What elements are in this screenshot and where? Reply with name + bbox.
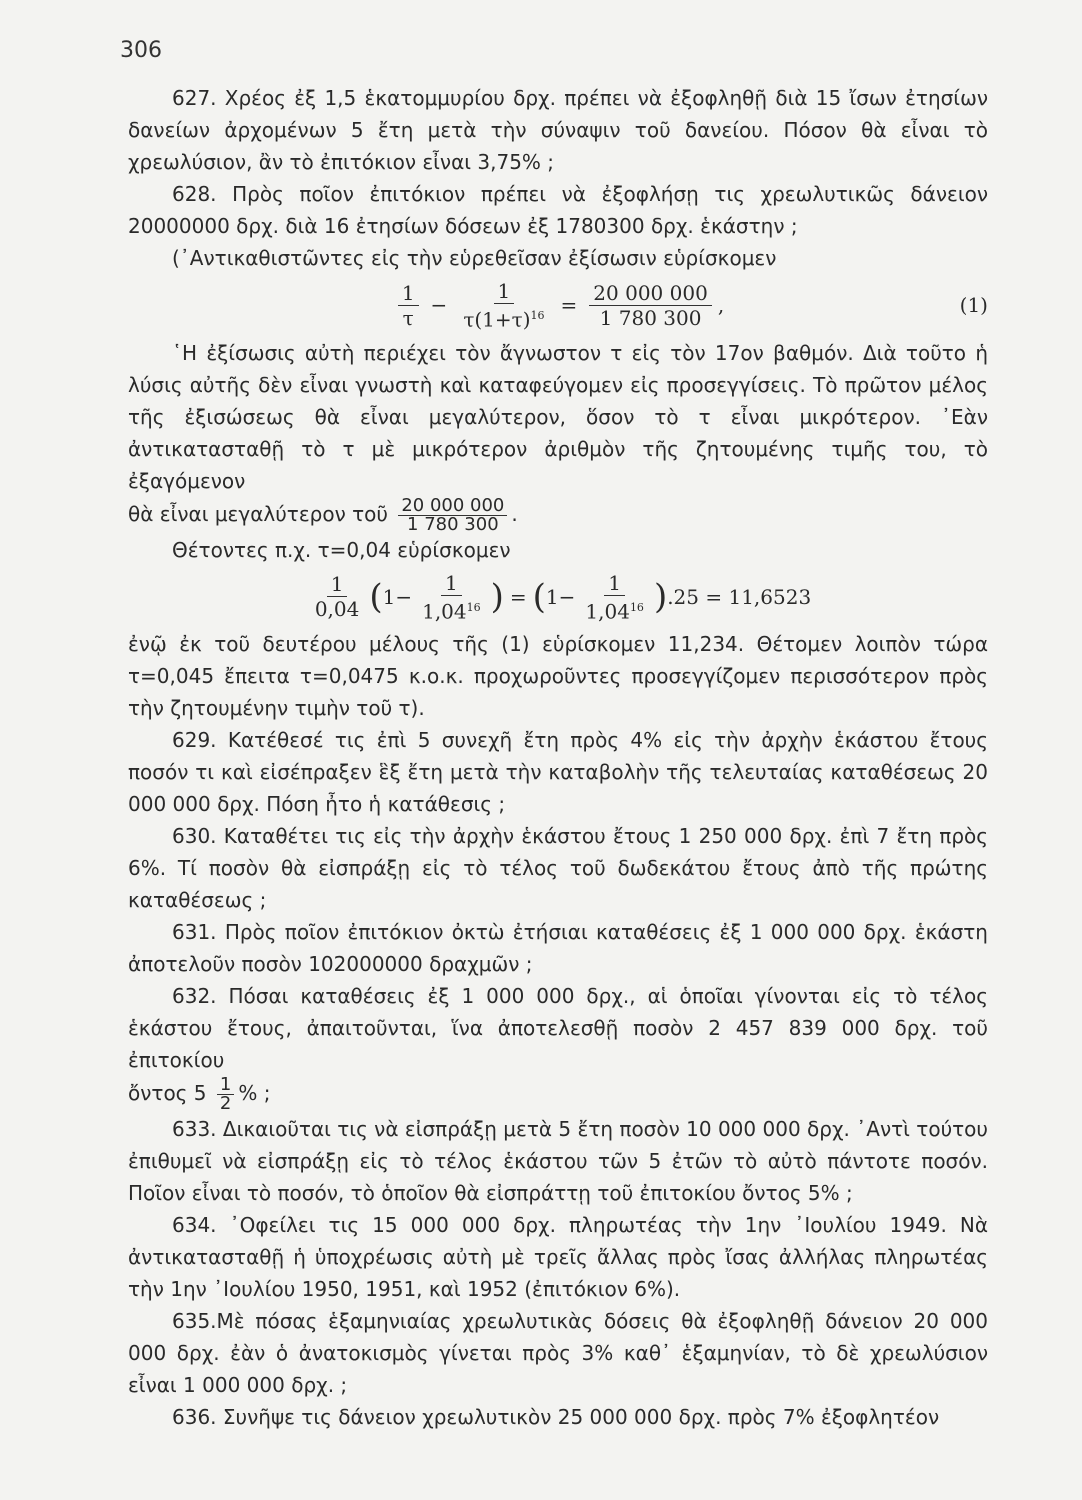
- problem-632-rate: ὄντος 5 $\frac{1}{2}$ % ;: [128, 1074, 271, 1115]
- problem-628-example: Θέτοντες π.χ. τ=0,04 εὑρίσκομεν: [172, 537, 511, 562]
- eq1-fraction-1: $\frac{1}{\tau}$: [398, 282, 419, 329]
- comparison-fraction: $\frac{20 000 000}{1 780 300}$: [398, 497, 507, 534]
- equation-label: (1): [959, 293, 988, 318]
- problem-630: 630. Καταθέτει τις εἰς τὴν ἀρχὴν ἑκάστου ἔτους 1 250 000 δρχ. ἐπὶ 7 ἔτη πρὸς 6%. Τί ποσὸν θὰ εἰσπράξῃ εἰς τὸ τέλος τοῦ δωδεκάτου ἔτους ἀπὸ τῆς πρώτης καταθέσεως ;: [128, 824, 988, 913]
- page-body: [128, 82, 988, 1433]
- problem-632: 632. Πόσαι καταθέσεις ἐξ 1 000 000 δρχ., αἱ ὁποῖαι γίνονται εἰς τὸ τέλος ἑκάστου ἔτους, ἀπαιτοῦνται, ἵνα ἀποτελεσθῇ ποσὸν 2 457 839 000 δρχ. τοῦ ἐπιτοκίου: [128, 984, 988, 1073]
- problem-635: 635.Μὲ πόσας ἑξαμηνιαίας χρεωλυτικὰς δόσεις θὰ ἐξοφληθῇ δάνειον 20 000 000 δρχ. ἐὰν ὁ ἀνατοκισμὸς γίνεται πρὸς 3% καθ᾿ ἑξαμηνίαν, τὸ δὲ χρεωλύσιον εἶναι 1 000 000 δρχ. ;: [128, 1309, 988, 1398]
- half-fraction: $\frac{1}{2}$: [217, 1076, 234, 1113]
- problem-628-result: ἐνῷ ἐκ τοῦ δευτέρου μέλους τῆς (1) εὑρίσκομεν 11,234. Θέτομεν λοιπὸν τώρα τ=0,045 ἔπειτα τ=0,0475 κ.ο.κ. προχωροῦντες προσεγγίζομεν περισσότερον πρὸς τὴν ζητουμένην τιμὴν τοῦ τ).: [128, 632, 988, 721]
- problem-629: 629. Κατέθεσέ τις ἐπὶ 5 συνεχῆ ἔτη πρὸς 4% εἰς τὴν ἀρχὴν ἑκάστου ἔτους ποσόν τι καὶ εἰσέπραξεν ἓξ ἔτη μετὰ τὴν καταβολὴν τῆς τελευταίας καταθέσεως 20 000 000 δρχ. Πόση ἦτο ἡ κατάθεσις ;: [128, 728, 988, 817]
- problem-634: 634. ᾿Οφείλει τις 15 000 000 δρχ. πληρωτέας τὴν 1ην ᾿Ιουλίου 1949. Νὰ ἀντικατασταθῇ ἡ ὑποχρέωσις αὐτὴ μὲ τρεῖς ἄλλας πρὸς ἴσας ἀλλήλας πληρωτέας τὴν 1ην ᾿Ιουλίου 1950, 1951, καὶ 1952 (ἐπιτόκιον 6%).: [128, 1213, 988, 1302]
- problem-636: 636. Συνῆψε τις δάνειον χρεωλυτικὸν 25 000 000 δρχ. πρὸς 7% ἐξοφλητέον: [172, 1405, 940, 1430]
- problem-628: 628. Πρὸς ποῖον ἐπιτόκιον πρέπει νὰ ἐξοφλήσῃ τις χρεωλυτικῶς δάνειον 20000000 δρχ. διὰ 16 ἐτησίων δόσεων ἐξ 1780300 δρχ. ἑκάστην ;: [128, 182, 988, 238]
- problem-631: 631. Πρὸς ποῖον ἐπιτόκιον ὀκτὼ ἐτήσιαι καταθέσεις ἐξ 1 000 000 δρχ. ἑκάστη ἀποτελοῦν ποσὸν 102000000 δραχμῶν ;: [128, 920, 988, 977]
- equation-2: $\frac{1}{0,04}$ ( 1− $\frac{1}{1,04^{16}}$ ) = ( 1− $\frac{1}{1,04^{16}}$ ) .25 = 11,6523: [314, 570, 812, 624]
- eq1-fraction-2: $\frac{1}{\tau(1+\tau)^{16}}$: [463, 279, 545, 332]
- problem-628-comparison: θὰ εἶναι μεγαλύτερον τοῦ $\frac{20 000 000}{1 780 300}$ .: [128, 494, 518, 535]
- page-number: 306: [120, 38, 162, 63]
- equation-1: $\frac{1}{\tau}$ − $\frac{1}{\tau(1+\tau)^{16}}$ = $\frac{20 000 000}{1 780 300}$ , (1): [128, 280, 988, 331]
- problem-628-hint: (᾿Αντικαθιστῶντες εἰς τὴν εὑρεθεῖσαν ἐξίσωσιν εὑρίσκομεν: [172, 246, 777, 270]
- problem-633: 633. Δικαιοῦται τις νὰ εἰσπράξῃ μετὰ 5 ἔτη ποσὸν 10 000 000 δρχ. ᾿Αντὶ τούτου ἐπιθυμεῖ νὰ εἰσπράξῃ εἰς τὸ τέλος ἑκάστου τῶν 5 ἐτῶν τὸ αὐτὸ πάντοτε ποσόν. Ποῖον εἶναι τὸ ποσόν, τὸ ὁποῖον θὰ εἰσπράττῃ τοῦ ἐπιτοκίου ὄντος 5% ;: [128, 1117, 988, 1206]
- problem-627: 627. Χρέος ἐξ 1,5 ἑκατομμυρίου δρχ. πρέπει νὰ ἐξοφληθῇ διὰ 15 ἴσων ἐτησίων δανείων ἀρχομένων 5 ἔτη μετὰ τὴν σύναψιν τοῦ δανείου. Πόσον θὰ εἶναι τὸ χρεωλύσιον, ἂν τὸ ἐπιτόκιον εἶναι 3,75% ;: [128, 86, 988, 174]
- eq1-fraction-3: $\frac{20 000 000}{1 780 300}$: [589, 282, 712, 329]
- problem-628-explanation: ῾Η ἐξίσωσις αὐτὴ περιέχει τὸν ἄγνωστον τ εἰς τὸν 17ον βαθμόν. Διὰ τοῦτο ἡ λύσις αὐτῆς δὲν εἶναι γνωστὴ καὶ καταφεύγομεν εἰς προσεγγίσεις. Τὸ πρῶτον μέλος τῆς ἐξισώσεως θὰ εἶναι μεγαλύτερον, ὅσον τὸ τ εἶναι μικρότερον. ᾿Εὰν ἀντικατασταθῇ τὸ τ μὲ μικρότερον ἀριθμὸν τῆς ζητουμένης τιμῆς του, τὸ ἐξαγόμενον: [128, 340, 988, 493]
